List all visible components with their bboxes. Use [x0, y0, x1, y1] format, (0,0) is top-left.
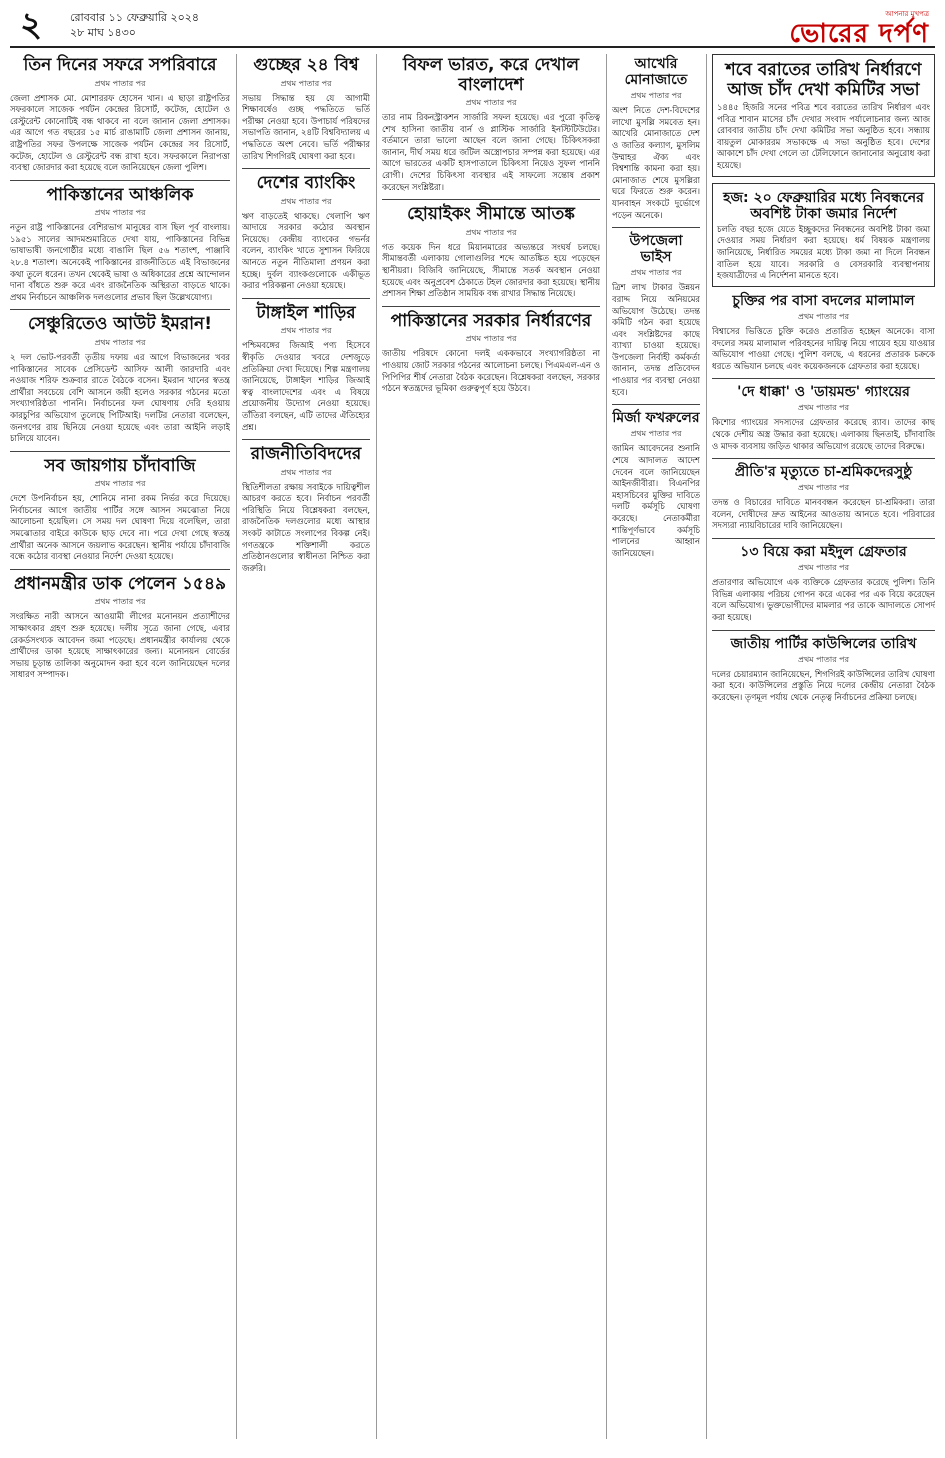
headline: শবে বরাতের তারিখ নির্ধারণে আজ চাঁদ দেখা কমিটির সভা: [725, 60, 922, 100]
story-body: জেলা প্রশাসক মো. মোশাররফ হোসেন খান। এ ছাড়া রাষ্ট্রপতির সফরকালে সাজেক পর্যটন কেন্দ্রের রিসোর্ট, কটেজ, হোটেল ও রেস্টুরেন্ট কোনোটিই বন্ধ থাকবে না বলে জানান জেলা প্রশাসক। এর আগে গত বছরের ১৫ মার্চ রাঙামাটি জেলা প্রশাসন জানায়, রাষ্ট্রপতির সফর উপলক্ষে সাজেক পর্যটন কেন্দ্রের সব রিসোর্ট, কটেজ, হোটেল ও রেস্টুরেন্ট বন্ধ রাখা হবে। সফরকালে নিরাপত্তা ব্যবস্থা জোরদার করা হয়েছে বলে জানিয়েছেন জেলা পুলিশ।: [10, 92, 230, 173]
story-body: গত কয়েক দিন ধরে মিয়ানমারের অভ্যন্তরে সংঘর্ষ চলছে। সীমান্তবর্তী এলাকায় গোলাগুলির শব্দে আতঙ্কিত হয়ে পড়েছেন স্থানীয়রা। বিজিবি জানিয়েছে, সীমান্তে সতর্ক অবস্থান নেওয়া হয়েছে এবং অনুপ্রবেশ ঠেকাতে টহল জোরদার করা হয়েছে। স্থানীয় প্রশাসন শিক্ষা প্রতিষ্ঠান সাময়িক বন্ধ রাখার সিদ্ধান্ত নিয়েছে।: [382, 241, 600, 299]
story-body: দলের চেয়ারম্যান জানিয়েছেন, শিগগিরই কাউন্সিলের তারিখ ঘোষণা করা হবে। কাউন্সিলের প্রস্তুতি নিয়ে দলের কেন্দ্রীয় নেতারা বৈঠক করেছেন। তৃণমূল পর্যায় থেকে নেতৃত্ব নির্বাচনের প্রক্রিয়া চলছে।: [712, 668, 935, 702]
headline: প্রীতি'র মৃত্যুতে চা-শ্রমিকদেরসুষ্ঠু: [734, 464, 913, 481]
divider: [712, 538, 935, 539]
story-body: কিশোর গ্যাংয়ের সদস্যদের গ্রেফতার করেছে র‌্যাব। তাদের কাছ থেকে দেশীয় অস্ত্র উদ্ধার করা হয়েছে। এলাকায় ছিনতাই, চাঁদাবাজি ও মাদক ব্যবসায় জড়িত থাকার অভিযোগ রয়েছে তাদের বিরুদ্ধে।: [712, 417, 935, 451]
divider: [612, 227, 700, 228]
logo-text: ভোরের দর্পণ: [789, 19, 929, 49]
divider: [712, 630, 935, 631]
page-number: ২: [20, 5, 43, 45]
jump-label: প্রথম পাতার পর: [280, 78, 332, 88]
headline: মির্জা ফখরুলের: [612, 410, 700, 427]
headline: 'দে ধাক্কা' ও 'ডায়মন্ড' গ্যাংয়ের: [737, 384, 910, 401]
story-body: সংরক্ষিত নারী আসনে আওয়ামী লীগের মনোনয়ন প্রত্যাশীদের সাক্ষাৎকার গ্রহণ শুরু হয়েছে। দলীয় সূত্রে জানা গেছে, এবার রেকর্ডসংখ্যক আবেদন জমা পড়েছে। প্রধানমন্ত্রীর কার্যালয় থেকে প্রার্থীদের ডাকা হয়েছে সাক্ষাৎকারের জন্য। মনোনয়ন বোর্ডের সভায় চূড়ান্ত তালিকা অনুমোদন করা হবে বলে জানিয়েছেন দলের সাধারণ সম্পাদক।: [10, 611, 230, 680]
divider: [242, 439, 370, 440]
story-biphol-bharat: [382, 56, 600, 193]
headline: ১৩ বিয়ে করা মইদুল গ্রেফতার: [740, 544, 907, 561]
headline: হজ: ২০ ফেব্রুয়ারির মধ্যে নিবন্ধনের অবশিষ্ট টাকা জমার নির্দেশ: [723, 189, 924, 222]
masthead: [10, 6, 935, 48]
column-1: [10, 54, 230, 1439]
story-upazila-vice: [612, 233, 700, 398]
story-body: ১৪৪৫ হিজরি সনের পবিত্র শবে বরাতের তারিখ নির্ধারণ এবং পবিত্র শাবান মাসের চাঁদ দেখার সংবাদ পর্যালোচনার জন্য আজ রোববার জাতীয় চাঁদ দেখা কমিটির সভা অনুষ্ঠিত হবে। সন্ধ্যায় বায়তুল মোকাররম সভাকক্ষে এ সভা অনুষ্ঠিত হবে। দেশের আকাশে চাঁদ দেখা গেলে তা টেলিফোনে জানানোর অনুরোধ করা হয়েছে।: [717, 102, 930, 171]
jump-label: প্রথম পাতার পর: [465, 98, 517, 108]
story-tin-diner-sofore: [10, 56, 230, 174]
story-body: ত্রিশ লাখ টাকার উন্নয়ন বরাদ্দ নিয়ে অনিয়মের অভিযোগ উঠেছে। তদন্ত কমিটি গঠন করা হয়েছে এবং সংশ্লিষ্টদের কাছে ব্যাখ্যা চাওয়া হয়েছে। উপজেলা নির্বাহী কর্মকর্তা জানান, তদন্ত প্রতিবেদন পাওয়ার পর ব্যবস্থা নেওয়া হবে।: [612, 282, 700, 397]
story-shab-e-barat: [712, 54, 935, 177]
story-body: সভায় সিদ্ধান্ত হয় যে আগামী শিক্ষাবর্ষেও গুচ্ছ পদ্ধতিতে ভর্তি পরীক্ষা নেওয়া হবে। উপাচার্য পরিষদের সভাপতি জানান, ২৪টি বিশ্ববিদ্যালয় এ পদ্ধতিতে অংশ নেবে। ভর্তি পরীক্ষার তারিখ শিগগিরই ঘোষণা করা হবে।: [242, 92, 370, 161]
divider: [712, 378, 935, 379]
jump-label: প্রথম পাতার পর: [280, 467, 332, 477]
story-de-dhakka-gang: [712, 384, 935, 452]
headline: সব জায়গায় চাঁদাবাজি: [44, 455, 196, 476]
story-body: জাতীয় পরিষদে কোনো দলই এককভাবে সংখ্যাগরিষ্ঠতা না পাওয়ায় জোট সরকার গঠনের আলোচনা চলছে। পিএমএল-এন ও পিপিপির শীর্ষ নেতারা বৈঠক করেছেন। বিশ্লেষকরা বলছেন, সরকার গঠনে স্বতন্ত্রদের ভূমিকা গুরুত্বপূর্ণ হয়ে উঠবে।: [382, 348, 600, 394]
jump-label: প্রথম পাতার পর: [798, 311, 849, 321]
story-body: তদন্ত ও বিচারের দাবিতে মানববন্ধন করেছেন চা-শ্রমিকরা। তারা বলেন, দোষীদের দ্রুত আইনের আওতায় আনতে হবে। পরিবারের সদস্যরা ন্যায়বিচারের দাবি জানিয়েছেন।: [712, 497, 935, 531]
headline: তিন দিনের সফরে সপরিবারে: [23, 55, 217, 75]
headline: জাতীয় পার্টির কাউন্সিলের তারিখ: [730, 635, 917, 652]
jump-label: প্রথম পাতার পর: [94, 597, 146, 607]
story-preeti-death: [712, 464, 935, 532]
jump-label: প্রথম পাতার পর: [630, 268, 682, 278]
headline: পাকিস্তানের আঞ্চলিক: [46, 184, 194, 205]
newspaper-logo: [789, 8, 929, 48]
headline: প্রধানমন্ত্রীর ডাক পেলেন ১৫৪৯: [13, 573, 227, 594]
story-body: তার নাম রিকনস্ট্রাকশন সার্জারি সফল হয়েছে। এর পুরো কৃতিত্ব শেখ হাসিনা জাতীয় বার্ন ও প্লাস্টিক সার্জারি ইনস্টিটিউটের। বর্তমানে তারা ভালো আছেন বলে জানা গেছে। চিকিৎসকরা জানান, দীর্ঘ সময় ধরে জটিল অস্ত্রোপচার সম্পন্ন করা হয়েছে। এর আগে ভারতের একটি হাসপাতালে চিকিৎসা নিয়েও সুফল পাননি রোগী। দেশের চিকিৎসা ব্যবস্থার এই সাফল্যে সন্তোষ প্রকাশ করেছেন সংশ্লিষ্টরা।: [382, 112, 600, 192]
column-2: [242, 54, 370, 1439]
story-hajj-registration: [712, 183, 935, 287]
story-pm-dak: [10, 575, 230, 681]
column-rule: [236, 54, 237, 1439]
story-banking: [242, 174, 370, 292]
story-moidul-arrest: [712, 544, 935, 623]
logo-tagline: আপনার মুখপত্র: [885, 10, 929, 18]
story-body: পশ্চিমবঙ্গের জিআই পণ্য হিসেবে স্বীকৃতি দেওয়ার খবরে দেশজুড়ে প্রতিক্রিয়া দেখা দিয়েছে। শিল্প মন্ত্রণালয় জানিয়েছে, টাঙ্গাইল শাড়ির জিআই স্বত্ব বাংলাদেশের এবং এ বিষয়ে প্রয়োজনীয় উদ্যোগ নেওয়া হয়েছে। তাঁতিরা বলছেন, এটি তাদের ঐতিহ্যের প্রশ্ন।: [242, 340, 370, 432]
column-rule: [606, 54, 607, 1439]
jump-label: প্রথম পাতার পর: [798, 563, 849, 573]
headline: টাঙ্গাইল শাড়ির: [256, 302, 356, 323]
story-akheri-munajat: [612, 56, 700, 221]
story-tangail-shari: [242, 304, 370, 433]
divider: [10, 451, 230, 452]
column-5: [712, 54, 935, 1439]
headline: দেশের ব্যাংকিং: [256, 173, 356, 194]
jump-label: প্রথম পাতার পর: [798, 403, 849, 413]
jump-label: প্রথম পাতার পর: [280, 196, 332, 206]
divider: [712, 458, 935, 459]
story-body: স্থিতিশীলতা রক্ষায় সবাইকে দায়িত্বশীল আচরণ করতে হবে। নির্বাচন পরবর্তী পরিস্থিতি নিয়ে বিশ্লেষকরা বলছেন, রাজনৈতিক দলগুলোর মধ্যে আস্থার সংকট কাটাতে সংলাপের বিকল্প নেই। গণতন্ত্রকে শক্তিশালী করতে প্রতিষ্ঠানগুলোর স্বাধীনতা নিশ্চিত করা জরুরি।: [242, 481, 370, 573]
divider: [242, 168, 370, 169]
jump-label: প্রথম পাতার পর: [465, 334, 517, 344]
story-body: জামিন আবেদনের শুনানি শেষে আদালত আদেশ দেবেন বলে জানিয়েছেন আইনজীবীরা। বিএনপির মহাসচিবের মুক্তির দাবিতে দলটি কর্মসূচি ঘোষণা করেছে। নেতাকর্মীরা শান্তিপূর্ণভাবে কর্মসূচি পালনের আহ্বান জানিয়েছেন।: [612, 443, 700, 558]
date-gregorian: রোববার ১১ ফেব্রুয়ারি ২০২৪: [70, 11, 200, 24]
story-hoykong-border: [382, 205, 600, 300]
jump-label: প্রথম পাতার পর: [630, 91, 682, 101]
headline: আখেরি মোনাজাতে: [624, 56, 688, 89]
jump-label: প্রথম পাতার পর: [94, 208, 146, 218]
story-guccher-24: [242, 56, 370, 162]
jump-label: প্রথম পাতার পর: [280, 326, 332, 336]
story-pakistaner-anchalik: [10, 186, 230, 304]
jump-label: প্রথম পাতার পর: [798, 654, 849, 664]
story-body: নতুন রাষ্ট্র পাকিস্তানের বেশিরভাগ মানুষের বাস ছিল পূর্ব বাংলায়। ১৯৫১ সালের আদমশুমারিতে দেখা যায়, পাকিস্তানের বিভিন্ন ভাষাভাষী জনগোষ্ঠীর মধ্যে বাঙালি ছিল ৫৬ শতাংশ, পাঞ্জাবি ২৮.৪ শতাংশ। অনেকেই পাকিস্তানের রাজনীতিতে এই বিভাজনের কথা তুলে ধরেন। তখন থেকেই ভাষা ও অধিকারের প্রশ্নে আন্দোলন দানা বাঁধতে শুরু করে এবং রাজনৈতিক অস্থিরতা বাড়তে থাকে। প্রথম নির্বাচনে আঞ্চলিক দলগুলোর প্রভাব ছিল উল্লেখযোগ্য।: [10, 222, 230, 302]
story-body: প্রতারণার অভিযোগে এক ব্যক্তিকে গ্রেফতার করেছে পুলিশ। তিনি বিভিন্ন এলাকায় পরিচয় গোপন করে একের পর এক বিয়ে করেছেন বলে অভিযোগ। ভুক্তভোগীদের মামলার পর তাকে আদালতে সোপর্দ করা হয়েছে।: [712, 577, 935, 622]
jump-label: প্রথম পাতার পর: [798, 483, 849, 493]
column-3: [382, 54, 600, 1439]
headline: চুক্তির পর বাসা বদলের মালামাল: [732, 292, 915, 309]
divider: [242, 298, 370, 299]
column-rule: [376, 54, 377, 1439]
divider: [10, 309, 230, 310]
story-mirza-fakhrul: [612, 410, 700, 559]
jump-label: প্রথম পাতার পর: [465, 227, 517, 237]
story-body: বিশ্বাসের ভিত্তিতে চুক্তি করেও প্রতারিত হচ্ছেন অনেকে। বাসা বদলের সময় মালামাল পরিবহনের দায়িত্ব নিয়ে গায়েব হয়ে যাওয়ার অভিযোগ পাওয়া গেছে। পুলিশ বলছে, এ ধরনের প্রতারক চক্রকে ধরতে অভিযান চলছে এবং কয়েকজনকে গ্রেফতার করা হয়েছে।: [712, 325, 935, 371]
newspaper-page: [10, 6, 935, 1446]
story-body: দেশে উপনির্বাচন হয়, শোনিমে নানা রকম নির্ভর করে দিয়েছে। নির্বাচনের আগে জাতীয় পার্টির সঙ্গে আসন সমঝোতা নিয়ে আলোচনা হয়েছিল। সে সময় দল ঘোষণা দিয়ে বলেছিল, তারা সমঝোতার বাইরে কাউকে ছাড় দেবে না। পরে দেখা গেছে স্বতন্ত্র প্রার্থীরা অনেক আসনে জয়লাভ করেছেন। স্থানীয় পর্যায়ে চাঁদাবাজি বন্ধে কঠোর ব্যবস্থা নেওয়ার নির্দেশ দেওয়া হয়েছে।: [10, 493, 230, 562]
jump-label: প্রথম পাতার পর: [94, 479, 146, 489]
jump-label: প্রথম পাতার পর: [94, 78, 146, 88]
headline: হোয়াইকং সীমান্তে আতঙ্ক: [407, 204, 575, 225]
headline: গুচ্ছের ২৪ বিশ্ব: [253, 55, 359, 75]
column-4: [612, 54, 700, 1439]
story-rajnitibid: [242, 445, 370, 574]
divider: [382, 199, 600, 200]
story-body: চলতি বছর হজে যেতে ইচ্ছুকদের নিবন্ধনের অবশিষ্ট টাকা জমা দেওয়ার সময় নির্ধারণ করা হয়েছে। ধর্ম বিষয়ক মন্ত্রণালয় জানিয়েছে, নির্ধারিত সময়ের মধ্যে টাকা জমা না দিলে নিবন্ধন বাতিল হয়ে যাবে। সরকারি ও বেসরকারি ব্যবস্থাপনায় হজযাত্রীদের এ নির্দেশনা মানতে হবে।: [717, 223, 930, 281]
divider: [382, 306, 600, 307]
headline: পাকিস্তানের সরকার নির্ধারণের: [390, 310, 592, 331]
divider: [612, 404, 700, 405]
story-chandabaji: [10, 457, 230, 563]
jump-label: প্রথম পাতার পর: [94, 337, 146, 347]
story-body: অংশ নিতে দেশ-বিদেশের লাখো মুসল্লি সমবেত হন। আখেরি মোনাজাতে দেশ ও জাতির কল্যাণ, মুসলিম উম্মাহর ঐক্য এবং বিশ্বশান্তি কামনা করা হয়। মোনাজাত শেষে মুসল্লিরা ঘরে ফিরতে শুরু করেন। যানবাহন সংকটে দুর্ভোগে পড়েন অনেকে।: [612, 105, 700, 220]
story-body: ২ দল ভোট-পরবর্তী তৃতীয় দফায় এর আগে বিভাজনের খবর পাকিস্তানের সাবেক প্রেসিডেন্ট আসিফ আলী জারদারি এবং নওয়াজ শরিফ শুক্রবার রাতে বৈঠকে বসেন। ইমরান খানের স্বতন্ত্র প্রার্থীরা সবচেয়ে বেশি আসনে জয়ী হলেও সরকার গঠনের মতো সংখ্যাগরিষ্ঠতা পাননি। নির্বাচনের ফল ঘোষণায় দেরি হওয়ায় কারচুপির অভিযোগ তুলেছে পিটিআই। দলটির নেতারা বলেছেন, জনগণের রায় ছিনিয়ে নেওয়া হয়েছে এবং তারা আইনি লড়াই চালিয়ে যাবেন।: [10, 351, 230, 444]
date-bangla-calendar: ২৮ মাঘ ১৪৩০: [70, 26, 136, 39]
story-jatiya-party-council: [712, 636, 935, 704]
story-century-imran: [10, 315, 230, 444]
headline: সেঞ্চুরিতেও আউট ইমরান!: [28, 314, 212, 335]
headline: উপজেলা ভাইস: [629, 233, 683, 266]
headline: রাজনীতিবিদদের: [250, 444, 362, 465]
jump-label: প্রথম পাতার পর: [630, 429, 682, 439]
column-rule: [706, 54, 707, 1439]
story-pakistan-govt: [382, 312, 600, 395]
story-basa-bodol: [712, 293, 935, 372]
headline: বিফল ভারত, করে দেখাল বাংলাদেশ: [403, 55, 579, 95]
divider: [10, 569, 230, 570]
issue-date: [70, 10, 199, 40]
divider: [10, 180, 230, 181]
story-body: ঋণ বাড়তেই থাকছে। খেলাপি ঋণ আদায়ে সরকার কঠোর অবস্থান নিয়েছে। কেন্দ্রীয় ব্যাংকের গভর্নর বলেন, ব্যাংকিং খাতে সুশাসন ফিরিয়ে আনতে নতুন নীতিমালা প্রণয়ন করা হচ্ছে। দুর্বল ব্যাংকগুলোকে একীভূত করার পরিকল্পনা নেওয়া হয়েছে।: [242, 210, 370, 291]
